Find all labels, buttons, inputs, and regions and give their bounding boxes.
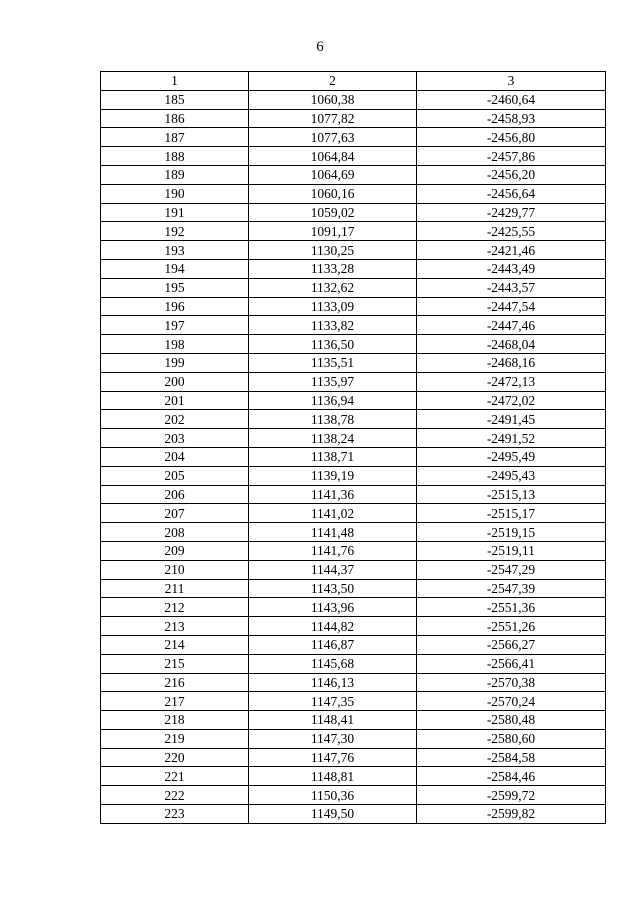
y-coordinate-cell: -2495,49 bbox=[417, 447, 606, 466]
point-number-cell: 199 bbox=[101, 353, 249, 372]
y-coordinate-cell: -2519,15 bbox=[417, 523, 606, 542]
y-coordinate-cell: -2468,16 bbox=[417, 353, 606, 372]
point-number-cell: 187 bbox=[101, 128, 249, 147]
x-coordinate-cell: 1141,48 bbox=[249, 523, 417, 542]
x-coordinate-cell: 1141,02 bbox=[249, 504, 417, 523]
point-number-cell: 214 bbox=[101, 635, 249, 654]
table-row bbox=[101, 128, 606, 147]
x-coordinate-cell: 1143,50 bbox=[249, 579, 417, 598]
y-coordinate-cell: -2460,64 bbox=[417, 90, 606, 109]
y-coordinate-cell: -2456,64 bbox=[417, 184, 606, 203]
table-body bbox=[101, 90, 606, 823]
point-number-cell: 208 bbox=[101, 523, 249, 542]
x-coordinate-cell: 1064,69 bbox=[249, 165, 417, 184]
table-row bbox=[101, 485, 606, 504]
table-row bbox=[101, 617, 606, 636]
table-row bbox=[101, 692, 606, 711]
y-coordinate-cell: -2456,80 bbox=[417, 128, 606, 147]
table-row bbox=[101, 241, 606, 260]
coordinates-table bbox=[100, 71, 606, 824]
table-row bbox=[101, 410, 606, 429]
x-coordinate-cell: 1136,50 bbox=[249, 335, 417, 354]
table-row bbox=[101, 711, 606, 730]
point-number-cell: 205 bbox=[101, 466, 249, 485]
y-coordinate-cell: -2599,82 bbox=[417, 805, 606, 824]
table-row bbox=[101, 635, 606, 654]
table-row bbox=[101, 654, 606, 673]
table-row bbox=[101, 165, 606, 184]
table-row bbox=[101, 598, 606, 617]
x-coordinate-cell: 1146,87 bbox=[249, 635, 417, 654]
table-row bbox=[101, 184, 606, 203]
table-row bbox=[101, 316, 606, 335]
x-coordinate-cell: 1148,41 bbox=[249, 711, 417, 730]
point-number-cell: 203 bbox=[101, 429, 249, 448]
x-coordinate-cell: 1138,71 bbox=[249, 447, 417, 466]
point-number-cell: 222 bbox=[101, 786, 249, 805]
point-number-cell: 188 bbox=[101, 147, 249, 166]
y-coordinate-cell: -2456,20 bbox=[417, 165, 606, 184]
table-row bbox=[101, 541, 606, 560]
x-coordinate-cell: 1149,50 bbox=[249, 805, 417, 824]
y-coordinate-cell: -2491,52 bbox=[417, 429, 606, 448]
x-coordinate-cell: 1141,76 bbox=[249, 541, 417, 560]
x-coordinate-cell: 1138,24 bbox=[249, 429, 417, 448]
point-number-cell: 220 bbox=[101, 748, 249, 767]
point-number-cell: 204 bbox=[101, 447, 249, 466]
page-number: 6 bbox=[316, 39, 324, 55]
table-row bbox=[101, 466, 606, 485]
point-number-cell: 186 bbox=[101, 109, 249, 128]
y-coordinate-cell: -2547,29 bbox=[417, 560, 606, 579]
table-row bbox=[101, 372, 606, 391]
header-col-2: 2 bbox=[249, 72, 417, 91]
point-number-cell: 200 bbox=[101, 372, 249, 391]
table-row bbox=[101, 447, 606, 466]
table-row bbox=[101, 523, 606, 542]
y-coordinate-cell: -2429,77 bbox=[417, 203, 606, 222]
y-coordinate-cell: -2580,60 bbox=[417, 729, 606, 748]
point-number-cell: 198 bbox=[101, 335, 249, 354]
point-number-cell: 219 bbox=[101, 729, 249, 748]
y-coordinate-cell: -2570,24 bbox=[417, 692, 606, 711]
table-row bbox=[101, 391, 606, 410]
y-coordinate-cell: -2515,13 bbox=[417, 485, 606, 504]
point-number-cell: 185 bbox=[101, 90, 249, 109]
x-coordinate-cell: 1143,96 bbox=[249, 598, 417, 617]
x-coordinate-cell: 1139,19 bbox=[249, 466, 417, 485]
point-number-cell: 191 bbox=[101, 203, 249, 222]
point-number-cell: 210 bbox=[101, 560, 249, 579]
x-coordinate-cell: 1136,94 bbox=[249, 391, 417, 410]
point-number-cell: 190 bbox=[101, 184, 249, 203]
y-coordinate-cell: -2519,11 bbox=[417, 541, 606, 560]
x-coordinate-cell: 1146,13 bbox=[249, 673, 417, 692]
table-row bbox=[101, 259, 606, 278]
x-coordinate-cell: 1135,97 bbox=[249, 372, 417, 391]
y-coordinate-cell: -2457,86 bbox=[417, 147, 606, 166]
table-row bbox=[101, 90, 606, 109]
header-col-1: 1 bbox=[101, 72, 249, 91]
header-row bbox=[101, 72, 606, 91]
y-coordinate-cell: -2491,45 bbox=[417, 410, 606, 429]
x-coordinate-cell: 1133,28 bbox=[249, 259, 417, 278]
point-number-cell: 213 bbox=[101, 617, 249, 636]
y-coordinate-cell: -2468,04 bbox=[417, 335, 606, 354]
point-number-cell: 201 bbox=[101, 391, 249, 410]
x-coordinate-cell: 1077,63 bbox=[249, 128, 417, 147]
y-coordinate-cell: -2472,02 bbox=[417, 391, 606, 410]
table-row bbox=[101, 335, 606, 354]
table-row bbox=[101, 278, 606, 297]
table-row bbox=[101, 147, 606, 166]
x-coordinate-cell: 1059,02 bbox=[249, 203, 417, 222]
point-number-cell: 202 bbox=[101, 410, 249, 429]
point-number-cell: 207 bbox=[101, 504, 249, 523]
point-number-cell: 215 bbox=[101, 654, 249, 673]
table-row bbox=[101, 673, 606, 692]
x-coordinate-cell: 1150,36 bbox=[249, 786, 417, 805]
x-coordinate-cell: 1091,17 bbox=[249, 222, 417, 241]
y-coordinate-cell: -2447,46 bbox=[417, 316, 606, 335]
table-row bbox=[101, 560, 606, 579]
table-row bbox=[101, 203, 606, 222]
x-coordinate-cell: 1147,30 bbox=[249, 729, 417, 748]
point-number-cell: 192 bbox=[101, 222, 249, 241]
point-number-cell: 221 bbox=[101, 767, 249, 786]
x-coordinate-cell: 1060,16 bbox=[249, 184, 417, 203]
y-coordinate-cell: -2443,57 bbox=[417, 278, 606, 297]
point-number-cell: 196 bbox=[101, 297, 249, 316]
table-header bbox=[101, 72, 606, 91]
table-row bbox=[101, 222, 606, 241]
point-number-cell: 223 bbox=[101, 805, 249, 824]
table-row bbox=[101, 504, 606, 523]
table-row bbox=[101, 805, 606, 824]
table-row bbox=[101, 748, 606, 767]
y-coordinate-cell: -2580,48 bbox=[417, 711, 606, 730]
y-coordinate-cell: -2551,26 bbox=[417, 617, 606, 636]
x-coordinate-cell: 1130,25 bbox=[249, 241, 417, 260]
y-coordinate-cell: -2584,46 bbox=[417, 767, 606, 786]
y-coordinate-cell: -2515,17 bbox=[417, 504, 606, 523]
point-number-cell: 212 bbox=[101, 598, 249, 617]
x-coordinate-cell: 1132,62 bbox=[249, 278, 417, 297]
x-coordinate-cell: 1148,81 bbox=[249, 767, 417, 786]
table-row bbox=[101, 353, 606, 372]
y-coordinate-cell: -2472,13 bbox=[417, 372, 606, 391]
y-coordinate-cell: -2425,55 bbox=[417, 222, 606, 241]
x-coordinate-cell: 1138,78 bbox=[249, 410, 417, 429]
y-coordinate-cell: -2443,49 bbox=[417, 259, 606, 278]
table-row bbox=[101, 429, 606, 448]
y-coordinate-cell: -2566,27 bbox=[417, 635, 606, 654]
y-coordinate-cell: -2570,38 bbox=[417, 673, 606, 692]
x-coordinate-cell: 1147,35 bbox=[249, 692, 417, 711]
table-row bbox=[101, 579, 606, 598]
x-coordinate-cell: 1135,51 bbox=[249, 353, 417, 372]
x-coordinate-cell: 1144,82 bbox=[249, 617, 417, 636]
y-coordinate-cell: -2547,39 bbox=[417, 579, 606, 598]
y-coordinate-cell: -2421,46 bbox=[417, 241, 606, 260]
x-coordinate-cell: 1145,68 bbox=[249, 654, 417, 673]
header-col-3: 3 bbox=[417, 72, 606, 91]
x-coordinate-cell: 1141,36 bbox=[249, 485, 417, 504]
table-row bbox=[101, 767, 606, 786]
y-coordinate-cell: -2566,41 bbox=[417, 654, 606, 673]
x-coordinate-cell: 1060,38 bbox=[249, 90, 417, 109]
y-coordinate-cell: -2447,54 bbox=[417, 297, 606, 316]
point-number-cell: 217 bbox=[101, 692, 249, 711]
y-coordinate-cell: -2551,36 bbox=[417, 598, 606, 617]
table-row bbox=[101, 729, 606, 748]
y-coordinate-cell: -2458,93 bbox=[417, 109, 606, 128]
x-coordinate-cell: 1064,84 bbox=[249, 147, 417, 166]
point-number-cell: 209 bbox=[101, 541, 249, 560]
point-number-cell: 206 bbox=[101, 485, 249, 504]
point-number-cell: 189 bbox=[101, 165, 249, 184]
point-number-cell: 193 bbox=[101, 241, 249, 260]
point-number-cell: 197 bbox=[101, 316, 249, 335]
point-number-cell: 195 bbox=[101, 278, 249, 297]
point-number-cell: 211 bbox=[101, 579, 249, 598]
table-row bbox=[101, 786, 606, 805]
point-number-cell: 194 bbox=[101, 259, 249, 278]
x-coordinate-cell: 1147,76 bbox=[249, 748, 417, 767]
y-coordinate-cell: -2495,43 bbox=[417, 466, 606, 485]
x-coordinate-cell: 1133,82 bbox=[249, 316, 417, 335]
table-row bbox=[101, 109, 606, 128]
y-coordinate-cell: -2599,72 bbox=[417, 786, 606, 805]
y-coordinate-cell: -2584,58 bbox=[417, 748, 606, 767]
table-row bbox=[101, 297, 606, 316]
x-coordinate-cell: 1077,82 bbox=[249, 109, 417, 128]
x-coordinate-cell: 1133,09 bbox=[249, 297, 417, 316]
point-number-cell: 218 bbox=[101, 711, 249, 730]
x-coordinate-cell: 1144,37 bbox=[249, 560, 417, 579]
point-number-cell: 216 bbox=[101, 673, 249, 692]
